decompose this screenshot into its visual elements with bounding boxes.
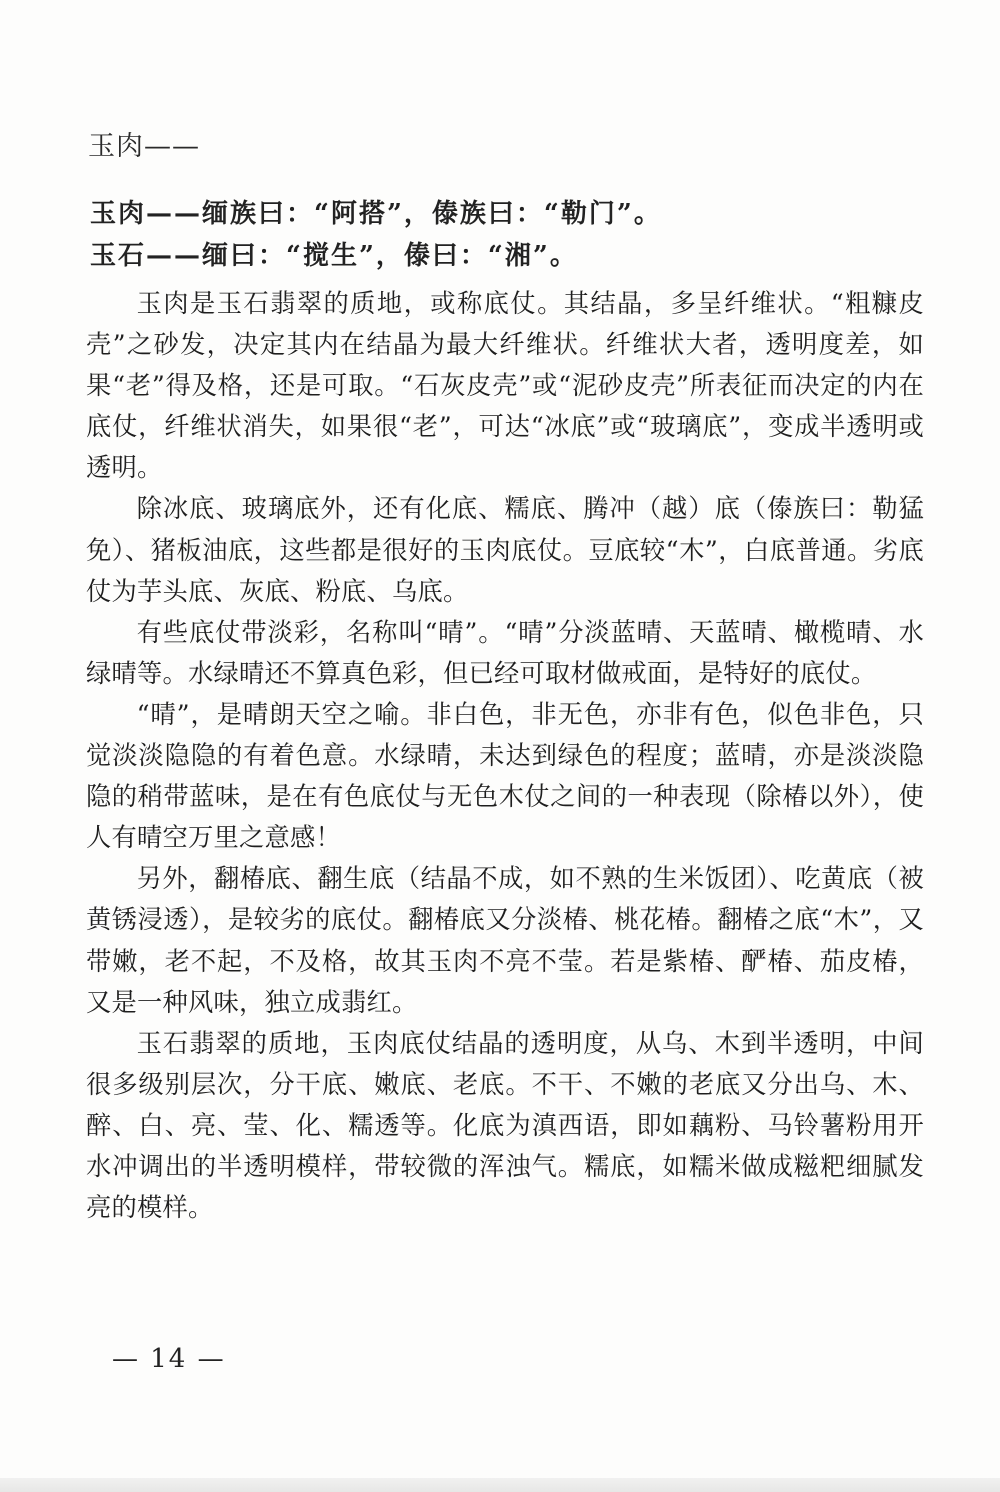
paragraph: 玉石翡翠的质地，玉肉底仗结晶的透明度，从乌、木到半透明，中间很多级别层次，分干底、嫩底、老底。不干、不嫩的老底又分出乌、木、醉、白、亮、莹、化、糯透等。化底为滇西语，即如藕粉、马铃薯粉用开水冲调出的半透明模样，带较微的浑浊气。糯底，如糯米做成糍粑细腻发亮的模样。 (86, 1028, 924, 1223)
page-number: — 14 — (112, 1344, 226, 1374)
paragraph: 有些底仗带淡彩，名称叫“晴”。“晴”分淡蓝晴、天蓝晴、橄榄晴、水绿晴等。水绿晴还不算真色彩，但已经可取材做戒面，是特好的底仗。 (86, 617, 924, 688)
paragraph: 玉肉是玉石翡翠的质地，或称底仗。其结晶，多呈纤维状。“粗糠皮壳”之砂发，决定其内在结晶为最大纤维状。纤维状大者，透明度差，如果“老”得及格，还是可取。“石灰皮壳”或“泥砂皮壳”所表征而决定的内在底仗，纤维状消失，如果很“老”，可达“冰底”或“玻璃底”，变成半透明或透明。 (86, 289, 924, 483)
section-heading: 玉肉—— (88, 131, 200, 162)
paragraph: 除冰底、玻璃底外，还有化底、糯底、腾冲（越）底（傣族曰：勒猛免）、猪板油底，这些都是很好的玉肉底仗。豆底较“木”，白底普通。劣底仗为芋头底、灰底、粉底、乌底。 (86, 494, 924, 606)
term-definition-yurou: 玉肉——缅族曰：“阿搭”，傣族曰：“勒门”。 (90, 199, 662, 229)
paragraph: 另外，翻椿底、翻生底（结晶不成，如不熟的生米饭团）、吃黄底（被黄锈浸透），是较劣的底仗。翻椿底又分淡椿、桃花椿。翻椿之底“木”，又带嫩，老不起，不及格，故其玉肉不亮不莹。若是紫椿、酽椿、茄皮椿，又是一种风味，独立成翡红。 (86, 864, 924, 1017)
scan-edge (0, 1478, 1000, 1492)
paragraph: “晴”，是晴朗天空之喻。非白色，非无色，亦非有色，似色非色，只觉淡淡隐隐的有着色意。水绿晴，未达到绿色的程度；蓝晴，亦是淡淡隐隐的稍带蓝味，是在有色底仗与无色木仗之间的一种表现（除椿以外），使人有晴空万里之意感！ (86, 699, 924, 853)
body-text (86, 283, 924, 1228)
term-definition-yushi: 玉石——缅曰：“搅生”，傣曰：“湘”。 (90, 241, 578, 271)
